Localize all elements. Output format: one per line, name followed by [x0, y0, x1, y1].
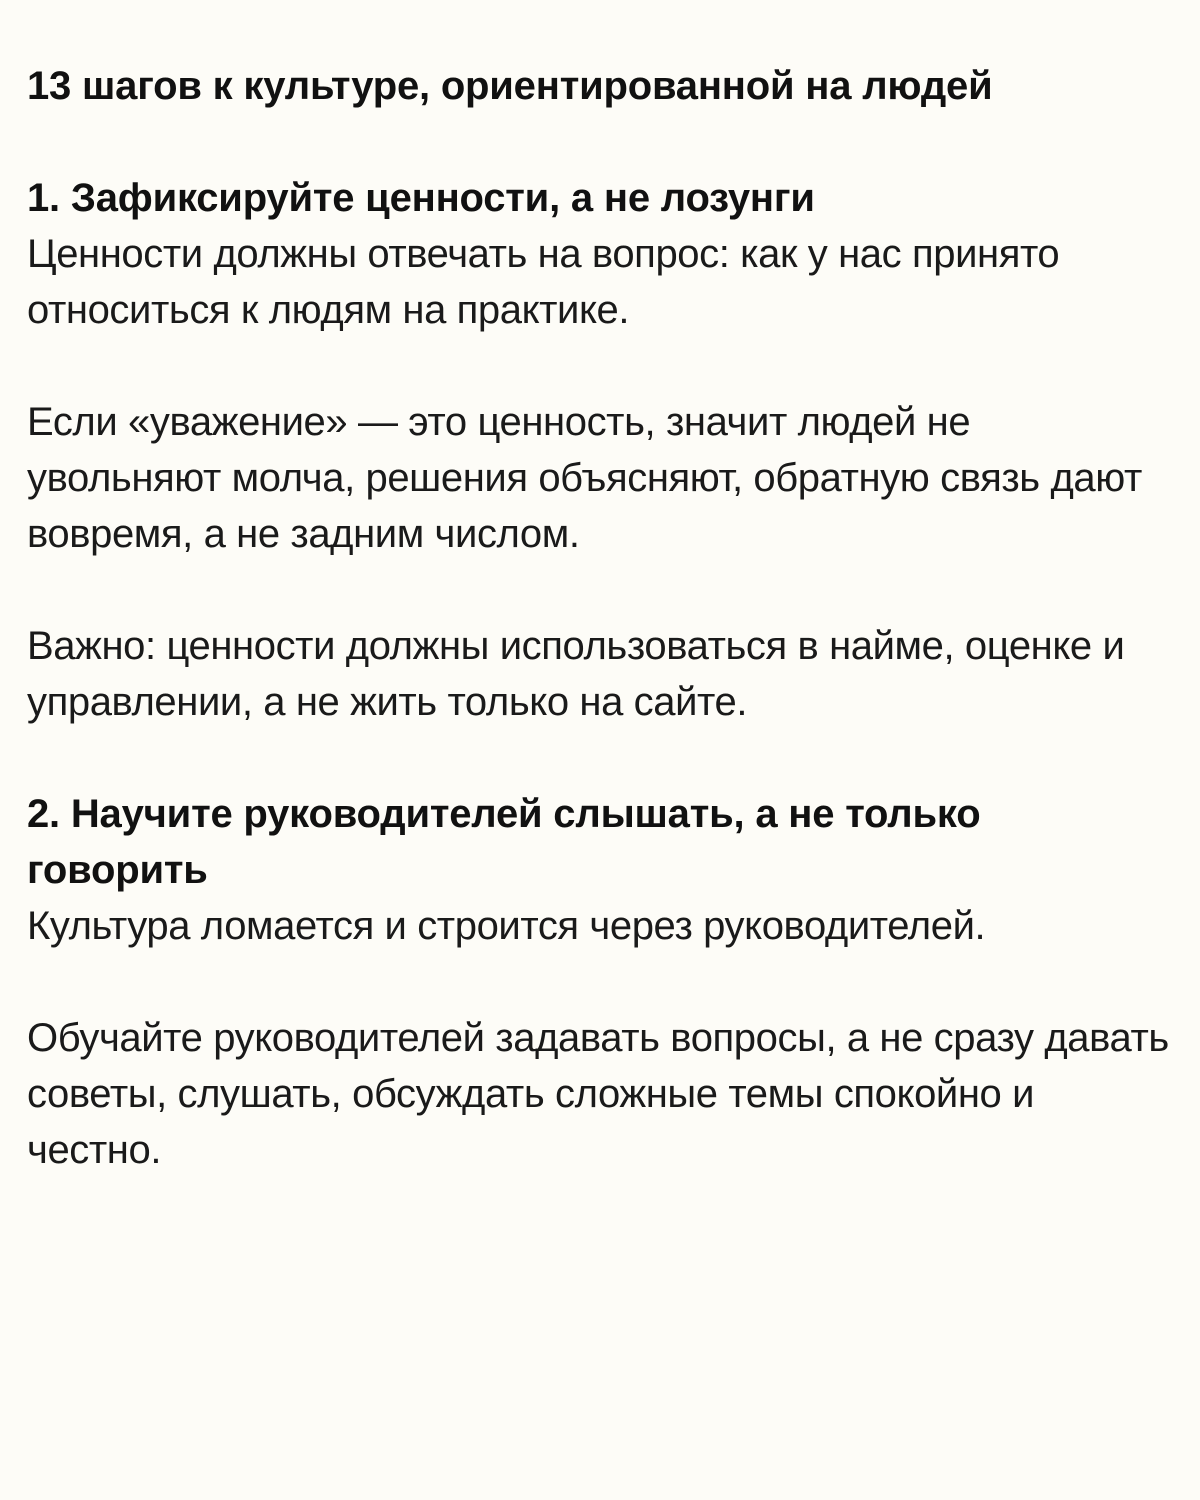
section-leaders: [27, 786, 1170, 1178]
section-heading: 2. Научите руководителей слышать, а не только говорить: [27, 792, 981, 892]
paragraph: Культура ломается и строится через руководителей.: [27, 904, 986, 948]
section-heading: 1. Зафиксируйте ценности, а не лозунги: [27, 176, 815, 220]
paragraph: Важно: ценности должны использоваться в найме, оценке и управлении, а не жить только на сайте.: [27, 624, 1125, 724]
paragraph: Если «уважение» — это ценность, значит людей не увольняют молча, решения объясняют, обратную связь дают вовремя, а не задним числом.: [27, 400, 1142, 556]
paragraph: Ценности должны отвечать на вопрос: как у нас принято относиться к людям на практике.: [27, 232, 1060, 332]
document-title: 13 шагов к культуре, ориентированной на людей: [27, 64, 993, 108]
section-values: [27, 170, 1170, 730]
paragraph: Обучайте руководителей задавать вопросы, а не сразу давать советы, слушать, обсуждать сложные темы спокойно и честно.: [27, 1016, 1169, 1172]
